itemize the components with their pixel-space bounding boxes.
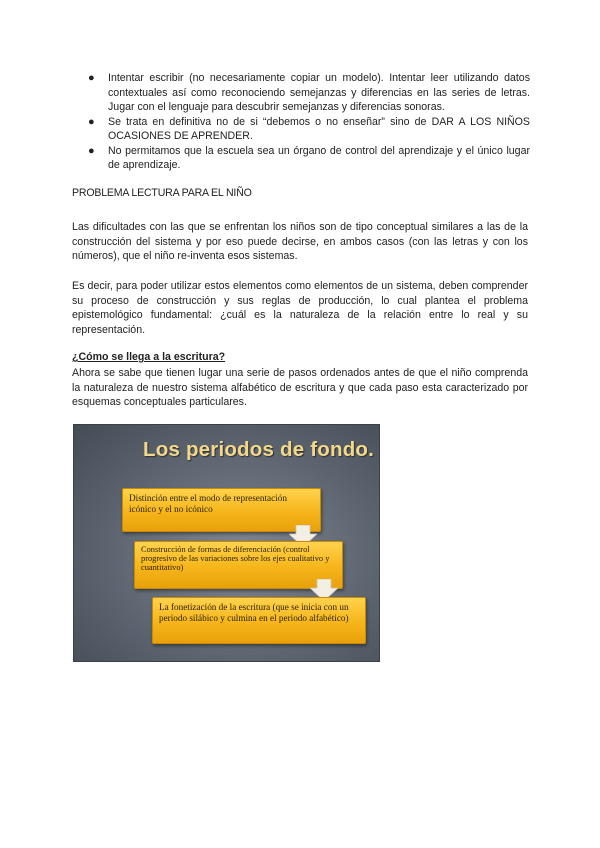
bullet-text: Se trata en definitiva no de si “debemos o no enseñar” sino de DAR A LOS NIÑOS OCASIONES DE APRENDER. — [108, 115, 530, 142]
step-text: Distinción entre el modo de representación icónico y el no icónico — [129, 493, 287, 514]
bullet-dot-icon: ● — [88, 144, 95, 157]
bullet-text: No permitamos que la escuela sea un órgano de control del aprendizaje y el único lugar de aprendizaje. — [108, 144, 530, 171]
question-heading: ¿Cómo se llega a la escritura? — [72, 351, 226, 363]
step-text: La fonetización de la escritura (que se inicia con un periodo silábico y culmina en el periodo alfabético) — [159, 602, 349, 623]
bullet-list — [84, 71, 530, 173]
slide-title: Los periodos de fondo. — [143, 438, 375, 461]
bullet-item — [84, 71, 530, 115]
paragraph: Es decir, para poder utilizar estos elementos como elementos de un sistema, deben comprender su proceso de construcción y sus reglas de producción, lo cual plantea el problema epistemológico fundamental: ¿cuál es la naturaleza de la relación entre lo real y su representación. — [72, 280, 528, 336]
bullet-dot-icon: ● — [88, 115, 95, 128]
step-text: Construcción de formas de diferenciación (control progresivo de las variaciones sobre los ejes cualitativo y cuantitativo) — [141, 545, 330, 573]
bullet-dot-icon: ● — [88, 72, 95, 84]
bullet-text: Intentar escribir (no necesariamente copiar un modelo). Intentar leer utilizando datos contextuales así como reconociendo semejanzas y diferencias en las series de letras. Jugar con el lenguaje para descubrir semejanzas y diferencias sonoras. — [108, 72, 530, 113]
slide-image — [73, 424, 380, 662]
bullet-item — [84, 144, 530, 173]
section-heading: PROBLEMA LECTURA PARA EL NIÑO — [72, 187, 252, 199]
step-box-3 — [152, 597, 366, 644]
paragraph: Las dificultades con las que se enfrentan los niños son de tipo conceptual similares a las de la construcción del sistema y por eso puede decirse, en ambos casos (con las letras y con los números), que el niño re-inventa esos sistemas. — [72, 221, 528, 262]
paragraph: Ahora se sabe que tienen lugar una serie de pasos ordenados antes de que el niño comprenda la naturaleza de nuestro sistema alfabético de escritura y que cada paso esta caracterizado por esquemas conceptuales particulares. — [72, 367, 528, 408]
bullet-item — [84, 115, 530, 144]
